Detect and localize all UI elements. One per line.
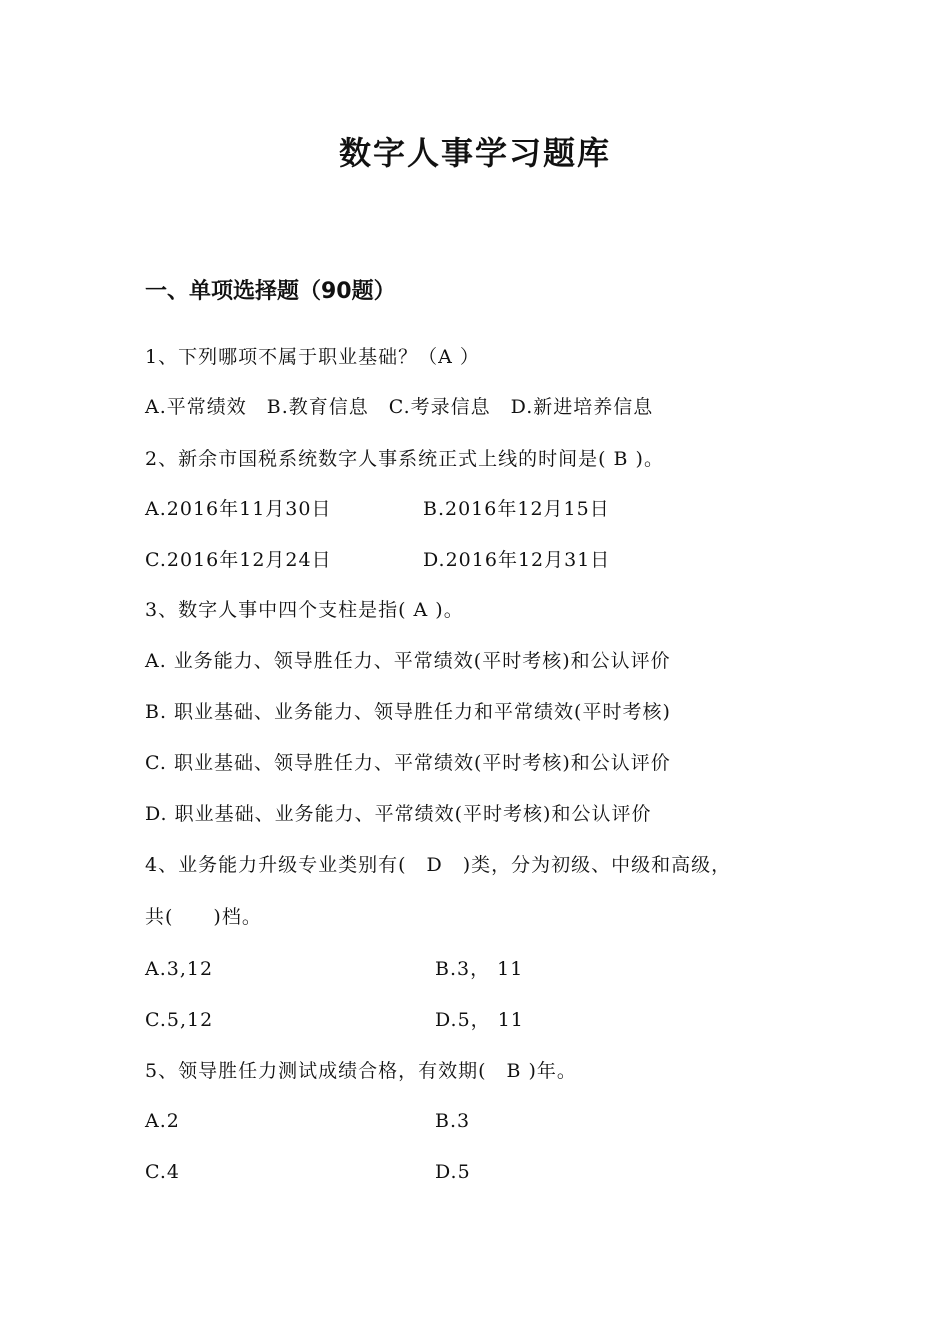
option-b: B.2016年12月15日 <box>423 498 610 520</box>
question-stem: 4、业务能力升级专业类别有( D )类，分为初级、中级和高级， <box>145 854 732 876</box>
option-c: C.2016年12月24日 <box>145 549 332 571</box>
option-d: D.5， 11 <box>435 1009 524 1031</box>
option-c: C. 职业基础、领导胜任力、平常绩效(平时考核)和公认评价 <box>145 752 671 774</box>
question-stem: 1、下列哪项不属于职业基础？（A ） <box>145 346 480 368</box>
option-d: D.2016年12月31日 <box>423 549 611 571</box>
question-stem: 2、新余市国税系统数字人事系统正式上线的时间是( B )。 <box>145 448 664 470</box>
option-c: C.5,12 <box>145 1009 214 1031</box>
question-stem: 3、数字人事中四个支柱是指( A )。 <box>145 599 464 621</box>
option-c: C.4 <box>145 1161 180 1183</box>
question-options: A.平常绩效 B.教育信息 C.考录信息 D.新进培养信息 <box>145 396 654 418</box>
question-stem-continued: 共( )档。 <box>145 906 262 928</box>
section-title: 一、单项选择题（90题） <box>145 279 396 304</box>
option-a: A.2 <box>145 1110 180 1132</box>
question-stem: 5、领导胜任力测试成绩合格，有效期( B )年。 <box>145 1060 577 1082</box>
page-title: 数字人事学习题库 <box>338 134 611 172</box>
option-b: B.3， 11 <box>435 958 524 980</box>
option-a: A. 业务能力、领导胜任力、平常绩效(平时考核)和公认评价 <box>145 650 671 672</box>
option-b: B. 职业基础、业务能力、领导胜任力和平常绩效(平时考核) <box>145 701 671 723</box>
option-d: D.5 <box>435 1161 471 1183</box>
option-b: B.3 <box>435 1110 471 1132</box>
option-d: D. 职业基础、业务能力、平常绩效(平时考核)和公认评价 <box>145 803 652 825</box>
option-a: A.2016年11月30日 <box>145 498 332 520</box>
option-a: A.3,12 <box>145 958 214 980</box>
